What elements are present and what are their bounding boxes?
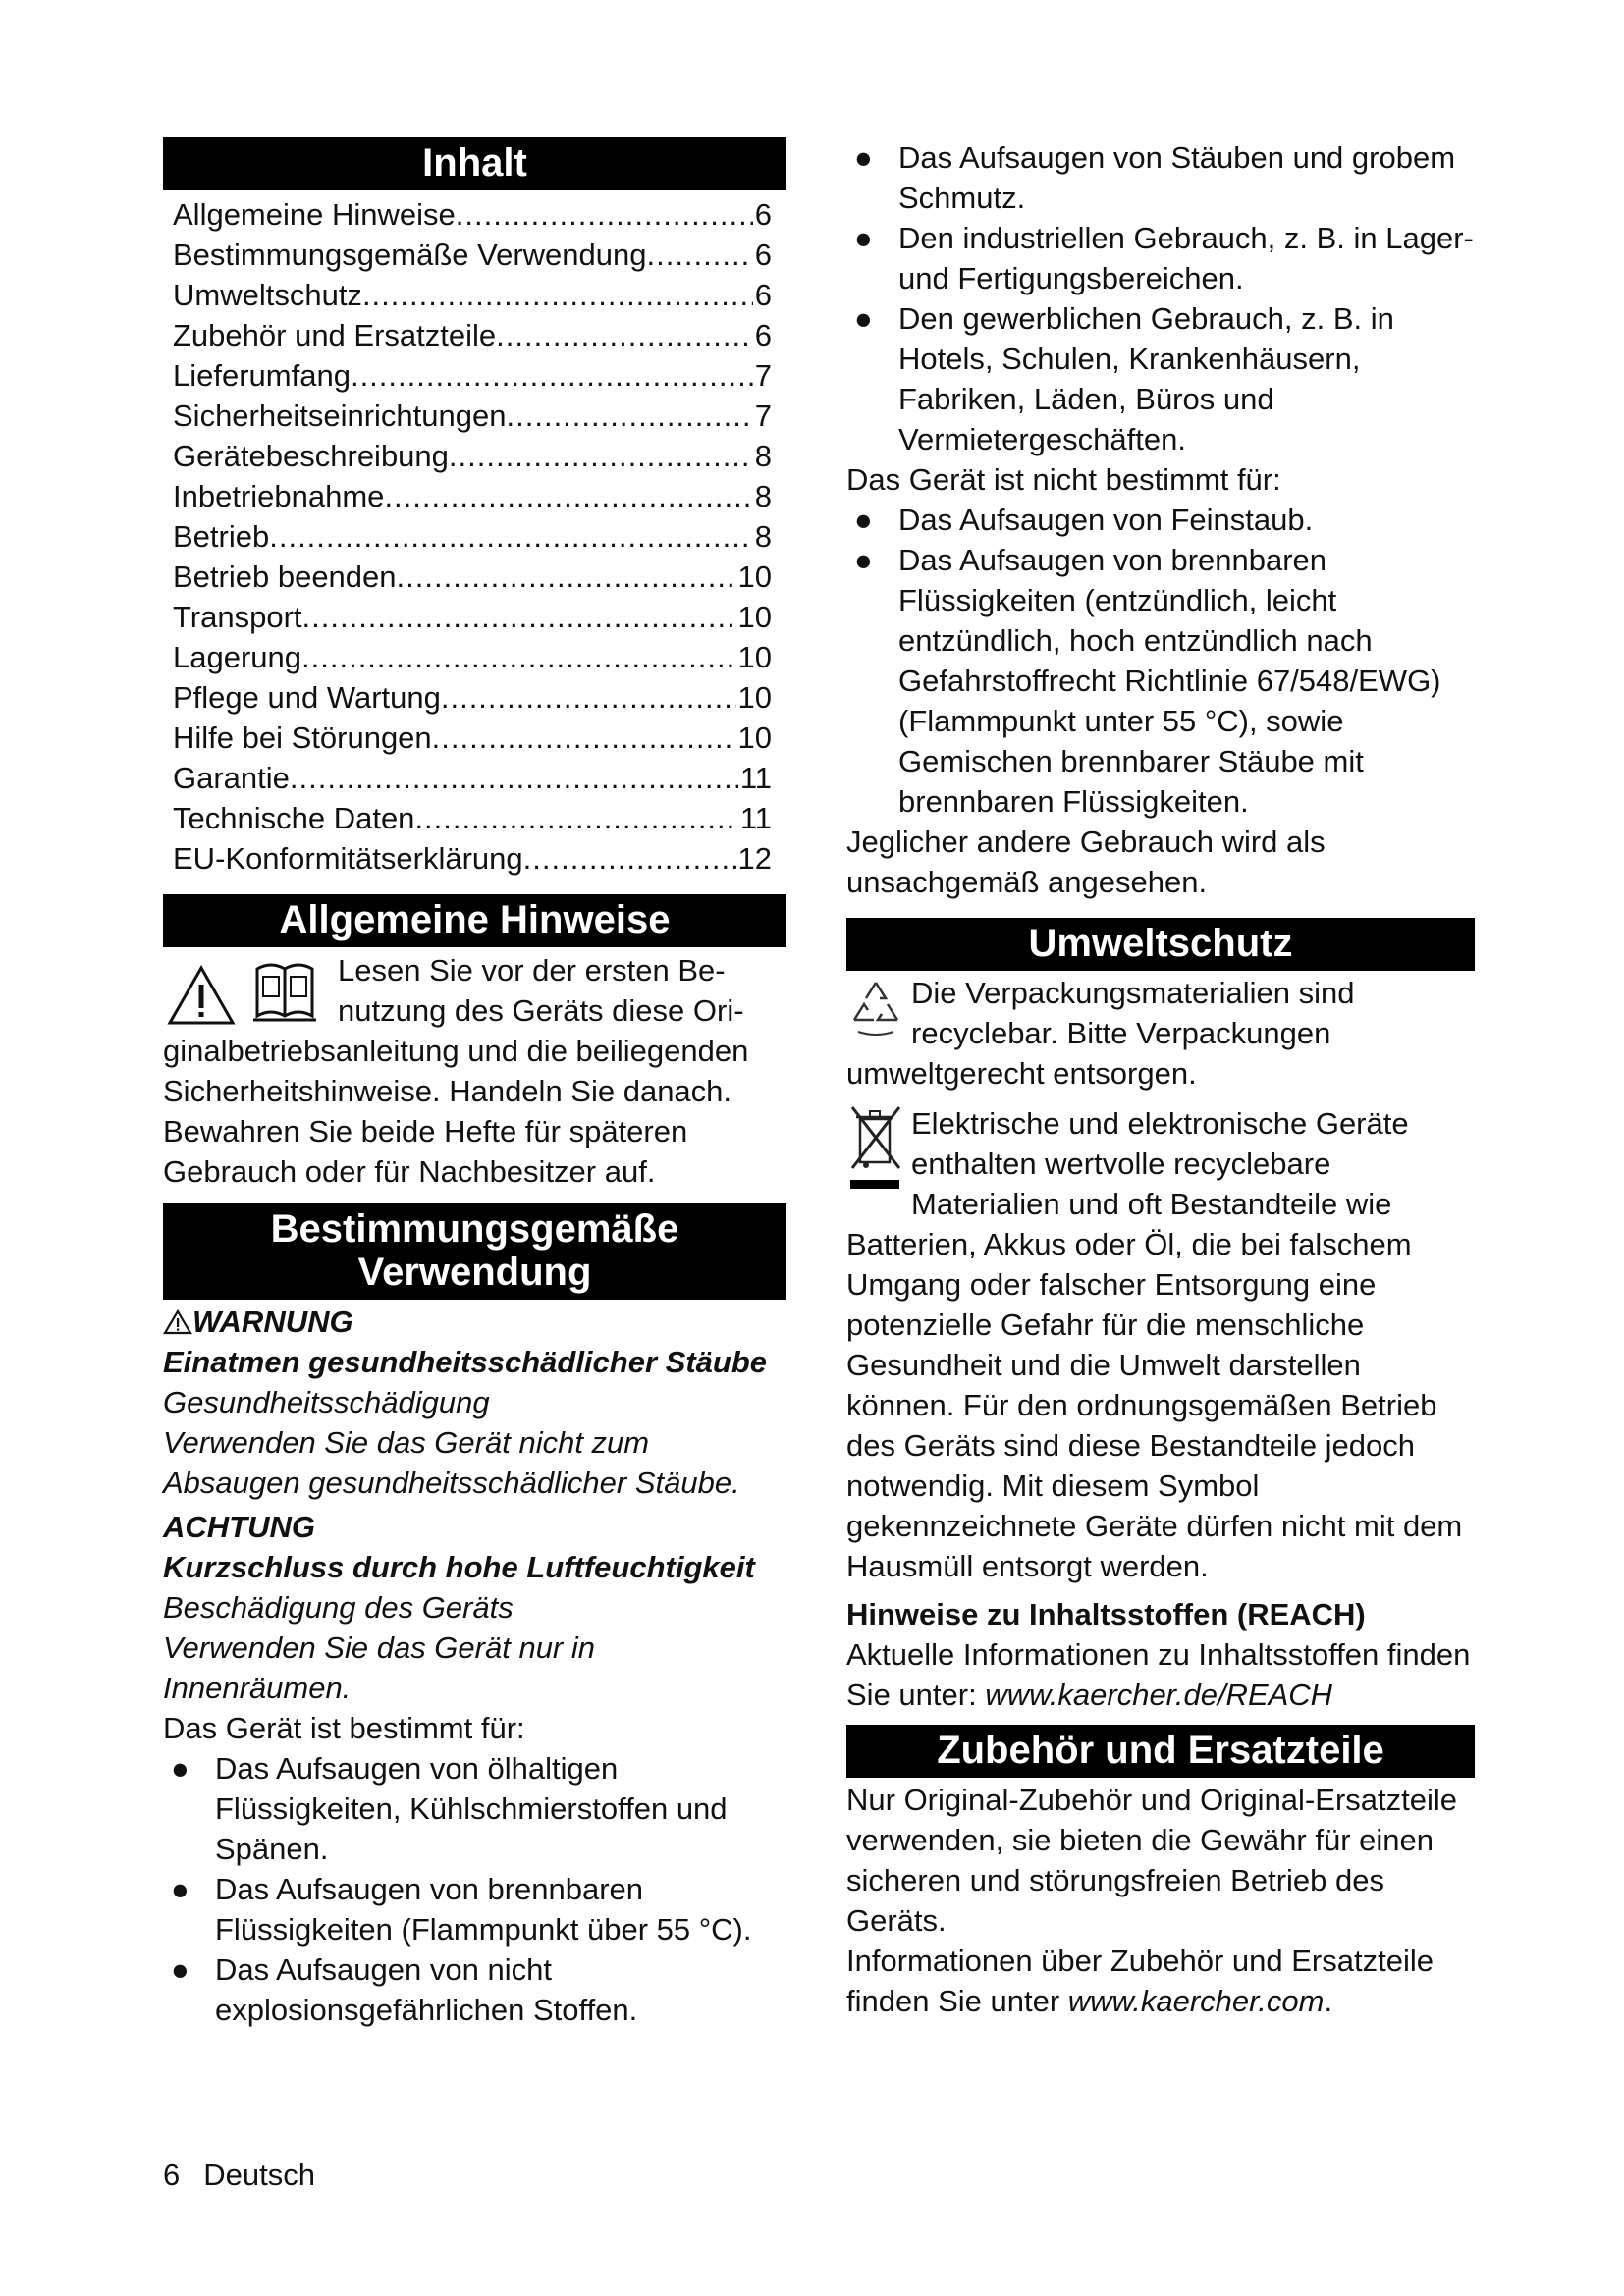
toc-entry-title: Bestimmungsgemäße Verwendung	[173, 238, 647, 272]
toc-entry-page: 10	[737, 721, 772, 755]
general-intro-rest: ginalbetriebsanleitung und die beiliegenden Sicherheitshinweise. Handeln Sie danach.	[163, 1034, 749, 1108]
toc-leader-dots	[301, 637, 736, 677]
warning-small-icon	[163, 1309, 192, 1335]
toc-leader-dots	[432, 718, 736, 758]
toc-leader-dots	[269, 516, 753, 557]
environment-section	[846, 973, 1475, 1715]
packaging-paragraph: Die Verpackungsmaterialien sind recyclebar. Bitte Verpackungen umweltgerecht entsorgen.	[846, 976, 1355, 1091]
caution-action: Verwenden Sie das Gerät nur in Innenräumen.	[163, 1630, 595, 1705]
toc-entry[interactable]	[173, 637, 772, 677]
accessories-paragraph-2: Informationen über Zubehör und Ersatzteile finden Sie unter www.kaercher.com.	[846, 1944, 1434, 2018]
list-item: ● Das Aufsaugen von brennbaren Flüssigkeiten (Flammpunkt über 55 °C).	[171, 1872, 752, 1947]
toc-entry-page: 6	[754, 197, 772, 232]
caution-title: Kurzschluss durch hohe Luftfeuchtigkeit	[163, 1550, 755, 1584]
not-intended-label: Das Gerät ist nicht bestimmt für:	[846, 462, 1281, 497]
toc-entry[interactable]	[173, 436, 772, 476]
caution-label: ACHTUNG	[163, 1510, 315, 1544]
toc-leader-dots	[290, 758, 738, 798]
toc-entry-title: Allgemeine Hinweise	[173, 197, 456, 232]
toc-entry-title: Lagerung	[173, 640, 302, 674]
toc-entry-title: Betrieb beenden	[173, 560, 397, 594]
intended-heading-line1: Bestimmungsgemäße	[270, 1207, 679, 1251]
toc-entry-title: Transport	[173, 600, 302, 634]
toc-leader-dots	[302, 597, 736, 637]
toc-entry-page: 11	[739, 801, 772, 835]
toc-entry-page: 11	[739, 761, 772, 795]
toc-entry[interactable]	[173, 677, 772, 718]
list-item: ● Das Aufsaugen von nicht explosionsgefährlichen Stoffen.	[171, 1952, 638, 2027]
right-column	[846, 137, 1475, 2021]
toc-entry-title: Lieferumfang	[173, 358, 351, 393]
reach-paragraph: Aktuelle Informationen zu Inhaltsstoffen finden Sie unter: www.kaercher.de/REACH	[846, 1637, 1471, 1712]
toc-entry[interactable]	[173, 597, 772, 637]
toc-leader-dots	[449, 436, 753, 476]
toc-leader-dots	[441, 677, 736, 718]
toc-entry-page: 6	[754, 238, 772, 272]
toc-entry-title: Zubehör und Ersatzteile	[173, 318, 497, 352]
accessories-heading: Zubehör und Ersatzteile	[846, 1725, 1475, 1778]
accessories-paragraph-1: Nur Original-Zubehör und Original-Ersatzteile verwenden, sie bieten die Gewähr für einen sicheren und störungsfreien Betrieb des Geräts.	[846, 1783, 1457, 1938]
intended-for-label: Das Gerät ist bestimmt für:	[163, 1711, 525, 1745]
toc-entry[interactable]	[173, 275, 772, 315]
toc-entry-page: 7	[754, 399, 772, 433]
other-use-note: Jeglicher andere Gebrauch wird als unsachgemäß angesehen.	[846, 825, 1326, 899]
list-item: ● Den industriellen Gebrauch, z. B. in Lager- und Fertigungsbereichen.	[854, 221, 1474, 295]
manual-book-icon	[249, 955, 320, 1024]
reach-link[interactable]: www.kaercher.de/REACH	[985, 1678, 1333, 1712]
page-footer	[163, 2155, 315, 2195]
toc-leader-dots	[362, 275, 753, 315]
toc-entry[interactable]	[173, 838, 772, 879]
toc-entry-title: Umweltschutz	[173, 278, 362, 312]
kaercher-link[interactable]: www.kaercher.com	[1067, 1984, 1325, 2018]
intended-for-list-continued	[846, 137, 1475, 459]
toc-leader-dots	[351, 355, 753, 396]
toc-entry[interactable]	[173, 235, 772, 275]
toc-entry[interactable]	[173, 798, 772, 838]
list-item: ● Das Aufsaugen von Stäuben und grobem Schmutz.	[854, 140, 1456, 215]
toc-leader-dots	[456, 194, 753, 235]
crossed-bin-icon	[846, 1103, 905, 1194]
intended-use-section	[163, 1302, 786, 2030]
general-section	[163, 949, 786, 1192]
toc-entry[interactable]	[173, 516, 772, 557]
footer-language: Deutsch	[203, 2158, 315, 2192]
toc-entry-title: Pflege und Wartung	[173, 680, 441, 715]
toc-entry[interactable]	[173, 194, 772, 235]
warning-triangle-icon	[167, 965, 236, 1026]
toc-entry-title: Technische Daten	[173, 801, 415, 835]
warning-label-text: WARNUNG	[192, 1305, 353, 1339]
list-item: ● Den gewerblichen Gebrauch, z. B. in Hotels, Schulen, Krankenhäusern, Fabriken, Läden, Büros und Vermietergeschäften.	[854, 301, 1394, 456]
left-column	[163, 137, 786, 2030]
list-item: ● Das Aufsaugen von Feinstaub.	[854, 503, 1314, 537]
environment-heading: Umweltschutz	[846, 918, 1475, 971]
toc-entry-title: EU-Konformitätserklärung	[173, 841, 523, 876]
intended-heading-line2: Verwendung	[357, 1251, 592, 1294]
page-number: 6	[163, 2158, 181, 2192]
list-item: ● Das Aufsaugen von ölhaltigen Flüssigkeiten, Kühlschmierstoffen und Spänen.	[171, 1751, 728, 1866]
toc-entry[interactable]	[173, 718, 772, 758]
toc-leader-dots	[397, 557, 736, 597]
toc-entry[interactable]	[173, 476, 772, 516]
toc-leader-dots	[646, 235, 752, 275]
not-intended-list	[846, 500, 1475, 822]
toc-entry-page: 6	[754, 278, 772, 312]
caution-consequence: Beschädigung des Geräts	[163, 1590, 514, 1625]
toc-leader-dots	[384, 476, 752, 516]
intended-for-list	[163, 1748, 786, 2030]
intended-use-heading	[163, 1203, 786, 1300]
toc-leader-dots	[523, 838, 736, 879]
general-heading: Allgemeine Hinweise	[163, 894, 786, 947]
toc-leader-dots	[496, 315, 753, 355]
toc-leader-dots	[414, 798, 737, 838]
toc-entry-page: 10	[737, 600, 772, 634]
general-intro-line2: nutzung des Geräts diese Ori-	[338, 993, 744, 1028]
reach-title: Hinweise zu Inhaltsstoffen (REACH)	[846, 1597, 1366, 1631]
warning-action: Verwenden Sie das Gerät nicht zum Absaugen gesundheitsschädlicher Stäube.	[163, 1425, 740, 1500]
toc-entry[interactable]	[173, 315, 772, 355]
warning-label	[163, 1302, 786, 1342]
toc-entry[interactable]	[173, 758, 772, 798]
toc-entry-title: Hilfe bei Störungen	[173, 721, 432, 755]
toc-entry-page: 8	[754, 519, 772, 554]
toc-entry-title: Sicherheitseinrichtungen	[173, 399, 507, 433]
general-paragraph-2: Bewahren Sie beide Hefte für späteren Gebrauch oder für Nachbesitzer auf.	[163, 1114, 688, 1189]
warning-consequence: Gesundheitsschädigung	[163, 1385, 490, 1419]
icons-group	[163, 949, 338, 1030]
toc-entry-page: 10	[737, 680, 772, 715]
toc-entry-page: 7	[754, 358, 772, 393]
toc-entry-page: 8	[754, 479, 772, 513]
toc-entry-title: Betrieb	[173, 519, 270, 554]
accessories-section	[846, 1780, 1475, 2021]
toc-entry[interactable]	[173, 396, 772, 436]
toc-entry-title: Inbetriebnahme	[173, 479, 385, 513]
recycling-icon	[846, 977, 905, 1040]
table-of-contents	[163, 194, 786, 879]
weee-paragraph: Elektrische und elektronische Geräte enthalten wertvolle recyclebare Materialien und oft Bestandteile wie Batterien, Akkus oder Öl, die bei falschem Umgang oder falscher Entsorgung eine potenzielle Gefahr für die menschliche Gesundheit und die Umwelt darstellen können. Für den ordnungsgemäßen Betrieb des Geräts sind diese Bestandteile jedoch notwendig. Mit diesem Symbol gekennzeichnete Geräte dürfen nicht mit dem Hausmüll entsorgt werden.	[846, 1103, 1475, 1586]
toc-entry-page: 10	[737, 640, 772, 674]
toc-entry-page: 12	[737, 841, 772, 876]
toc-entry-page: 8	[754, 439, 772, 473]
toc-heading: Inhalt	[163, 137, 786, 190]
toc-entry-page: 10	[737, 560, 772, 594]
toc-entry[interactable]	[173, 557, 772, 597]
toc-entry-title: Garantie	[173, 761, 290, 795]
toc-entry-page: 6	[754, 318, 772, 352]
toc-entry[interactable]	[173, 355, 772, 396]
general-intro-line1: Lesen Sie vor der ersten Be-	[338, 953, 726, 988]
warning-title: Einatmen gesundheitsschädlicher Stäube	[163, 1345, 767, 1379]
toc-leader-dots	[507, 396, 753, 436]
toc-entry-title: Gerätebeschreibung	[173, 439, 449, 473]
list-item: ● Das Aufsaugen von brennbaren Flüssigkeiten (entzündlich, leicht entzündlich, hoch entzündlich nach Gefahrstoffrecht Richtlinie 67/548/EWG) (Flammpunkt unter 55 °C), sowie Gemischen brennbarer Stäube mit brennbaren Flüssigkeiten.	[854, 543, 1441, 819]
